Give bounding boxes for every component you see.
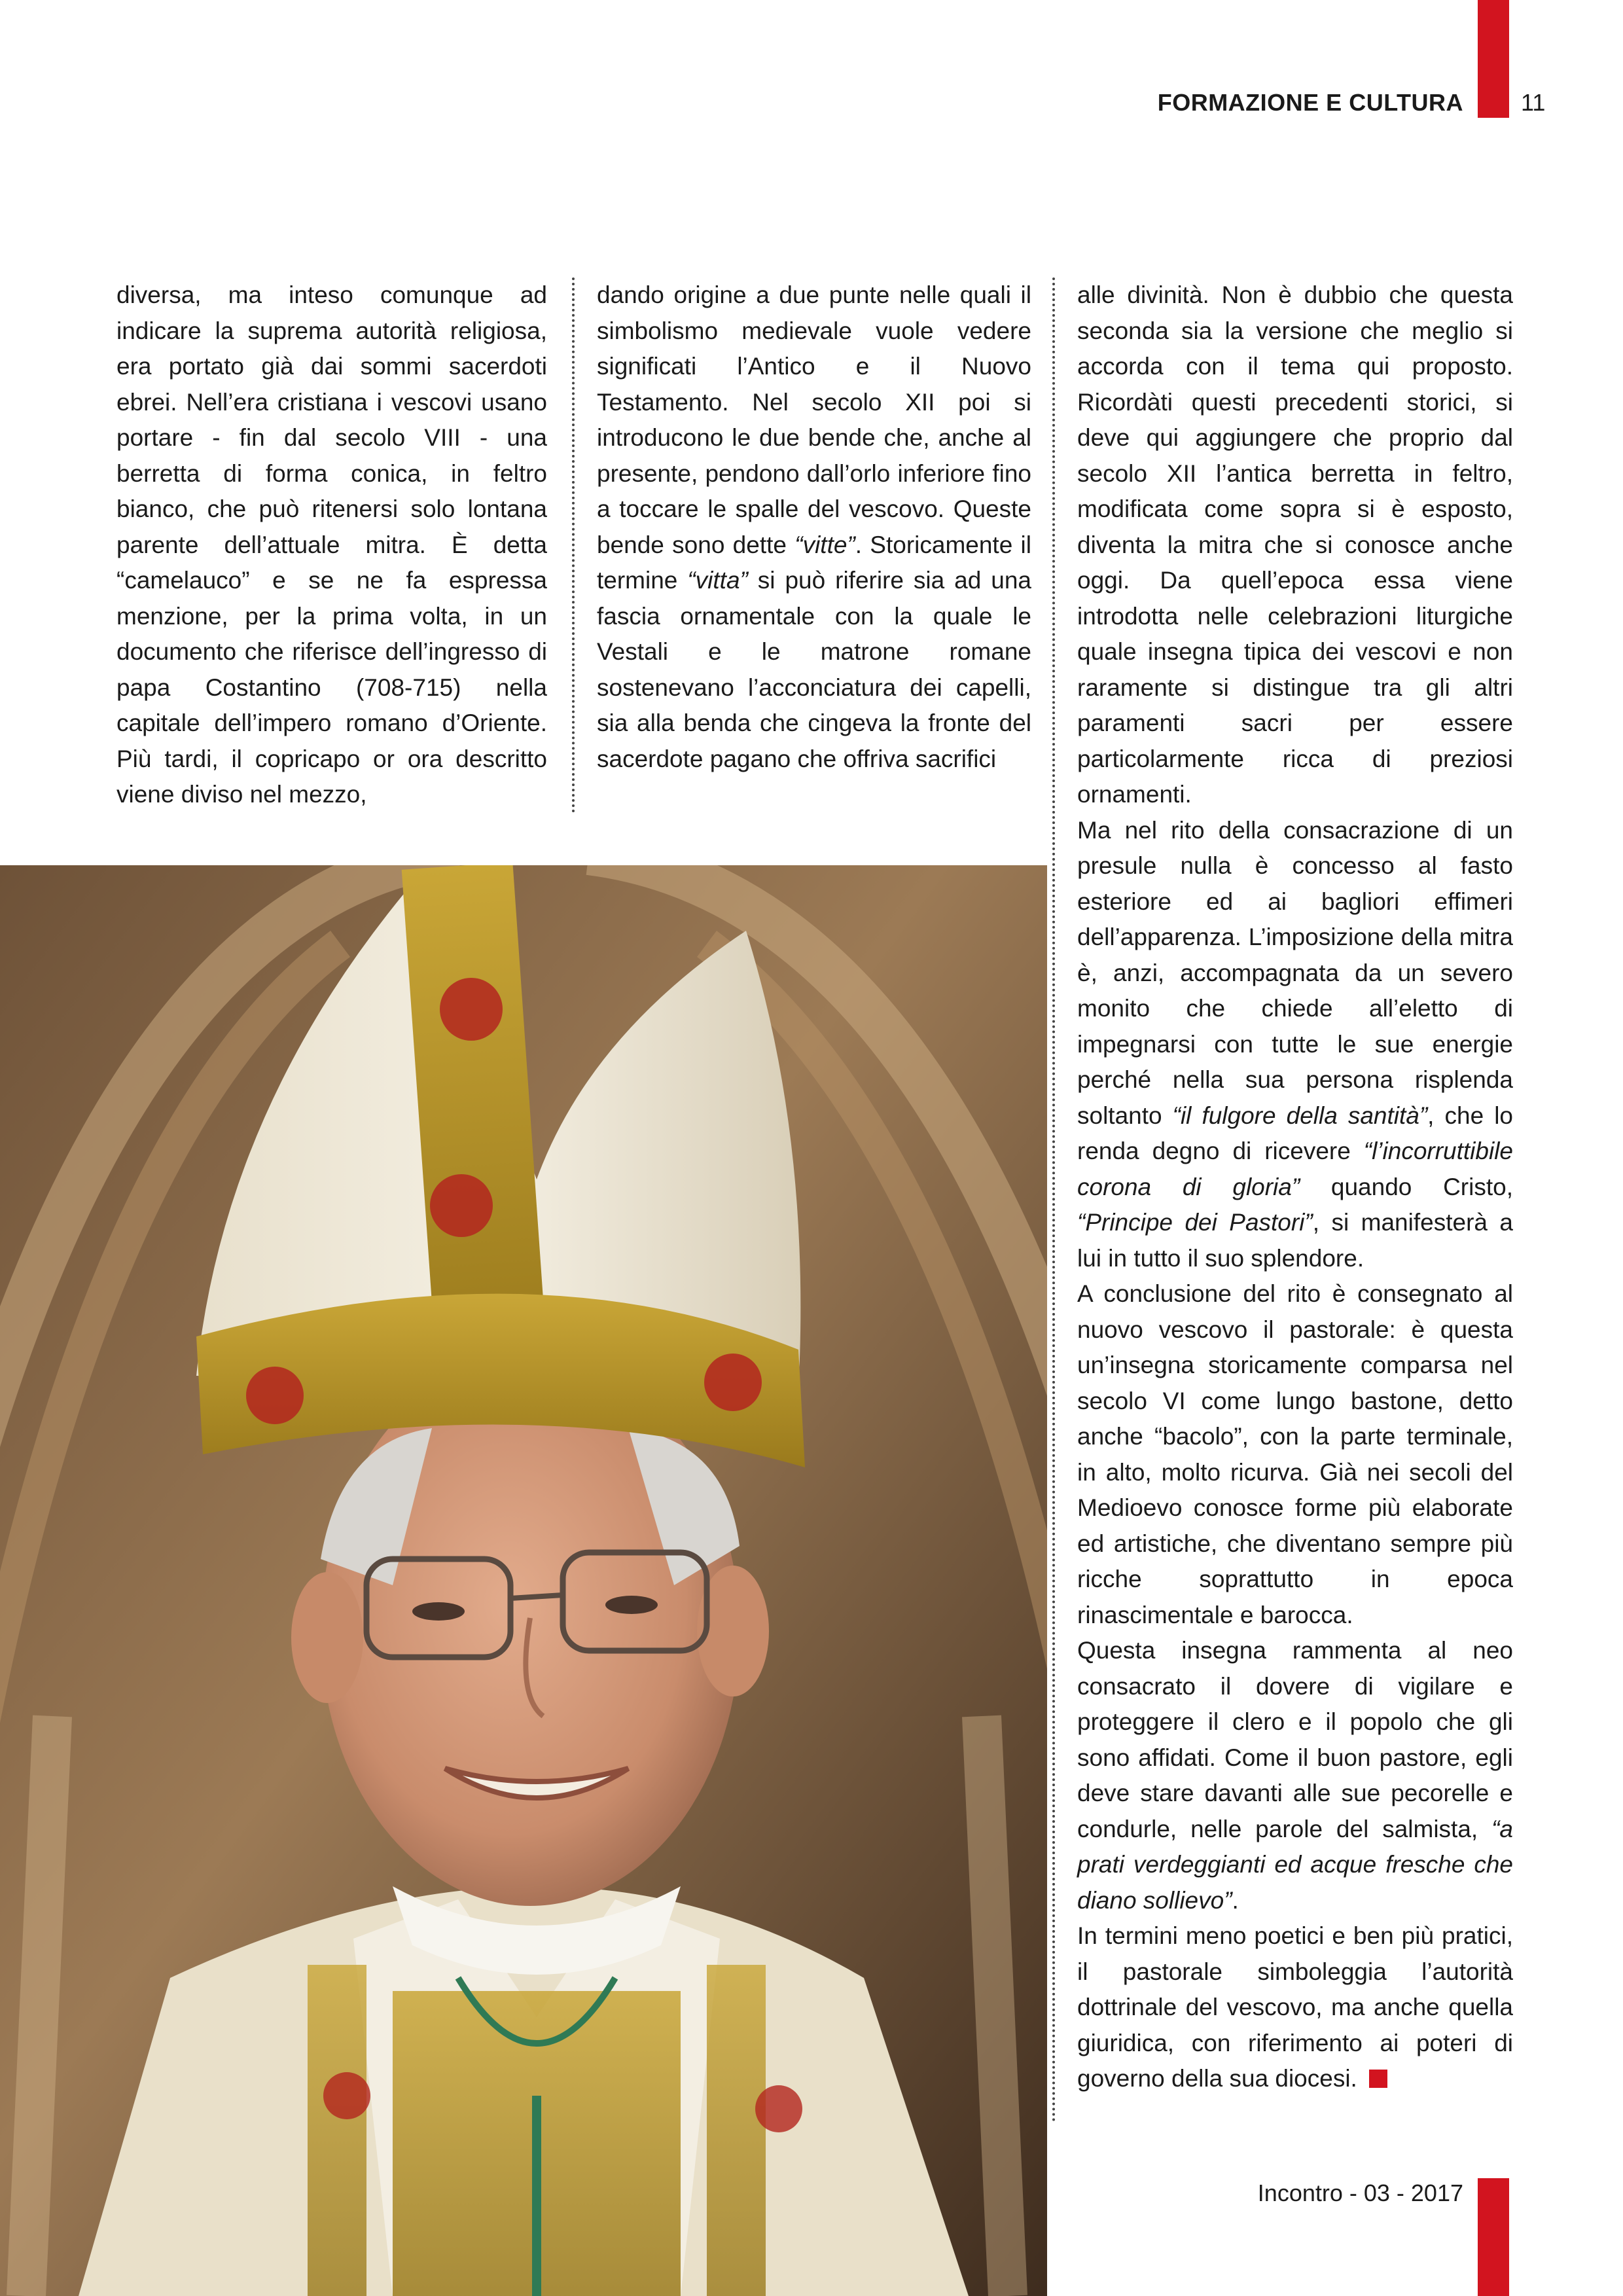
page-number: 11: [1521, 89, 1546, 116]
bishop-photo: [0, 865, 1047, 2296]
column-divider: [1052, 278, 1055, 2123]
footer-issue: Incontro - 03 - 2017: [1257, 2179, 1463, 2206]
text-column-3: [1077, 278, 1513, 2097]
paragraph: A conclusione del rito è consegnato al nuovo vescovo il pastorale: è questa un’insegna storicamente comparsa nel secolo VI come lungo bastone, detto anche “bacolo”, con la parte terminale, in alto, molto ricurva. Già nei secoli del Medioevo conosce forme più elaborate ed artistiche, che diventano sempre più ricche soprattutto in epoca rinascimentale e barocca.: [1077, 1280, 1513, 1628]
column-divider: [572, 278, 575, 813]
paragraph: dando origine a due punte nelle quali il simbolismo medievale vuole vedere significati l’Antico e il Nuovo Testamento. Nel secolo XII poi si introducono le due bende che, anche al presente, pendono dall’orlo inferiore fino a toccare le spalle del vescovo. Queste bende sono dette “vitte”. Storicamente il termine “vitta” si può riferire sia ad una fascia ornamentale con la quale le Vestali e le matrone romane sostenevano l’acconciatura dei capelli, sia alla benda che cingeva la fronte del sacerdote pagano che offriva sacrifici: [597, 281, 1032, 772]
accent-bar-bottom: [1478, 2178, 1509, 2296]
section-title: FORMAZIONE E CULTURA: [1157, 89, 1463, 116]
text-column-1: [116, 278, 547, 813]
end-of-article-mark: [1369, 2070, 1387, 2088]
paragraph: diversa, ma inteso comunque ad indicare la suprema autorità religiosa, era portato già dai sommi sacerdoti ebrei. Nell’era cristiana i vescovi usano portare - fin dal secolo VIII - una berretta di forma conica, in feltro bianco, che può ritenersi solo lontana parente dell’attuale mitra. È detta “camelauco” e se ne fa espressa menzione, per la prima volta, in un documento che riferisce dell’ingresso di papa Costantino (708-715) nella capitale dell’impero romano d’Oriente. Più tardi, il copricapo or ora descritto viene diviso nel mezzo,: [116, 281, 547, 808]
text-column-2: [597, 278, 1031, 777]
paragraph: alle divinità. Non è dubbio che questa seconda sia la versione che meglio si accorda con il tema qui proposto. Ricordàti questi precedenti storici, si deve qui aggiungere che proprio dal secolo XII l’antica berretta in feltro, modificata come sopra si è esposto, diventa la mitra che si conosce anche oggi. Da quell’epoca essa viene introdotta nelle celebrazioni liturgiche quale insegna tipica dei vescovi e non raramente si distingue tra gli altri paramenti sacri per essere particolarmente ricca di preziosi ornamenti.: [1077, 281, 1513, 808]
paragraph: In termini meno poetici e ben più pratici, il pastorale simboleggia l’autorità dottrinale del vescovo, ma anche quella giuridica, con riferimento ai poteri di governo della sua diocesi.: [1077, 1922, 1513, 2092]
paragraph: Ma nel rito della consacrazione di un presule nulla è concesso al fasto esteriore ed ai bagliori effimeri dell’apparenza. L’imposizione della mitra è, anzi, accompagnata da un severo monito che chiede all’eletto di impegnarsi con tutte le sue energie perché nella sua persona risplenda soltanto “il fulgore della santità”, che lo renda degno di ricevere “l’incorruttibile corona di gloria” quando Cristo, “Principe dei Pastori”, si manifesterà a lui in tutto il suo splendore.: [1077, 816, 1513, 1272]
paragraph: Questa insegna rammenta al neo consacrato il dovere di vigilare e proteggere il clero e il popolo che gli sono affidati. Come il buon pastore, egli deve stare davanti alle sue pecorelle e condurle, nelle parole del salmista, “a prati verdeggianti ed acque fresche che diano sollievo”.: [1077, 1637, 1513, 1914]
accent-bar-top: [1478, 0, 1509, 118]
